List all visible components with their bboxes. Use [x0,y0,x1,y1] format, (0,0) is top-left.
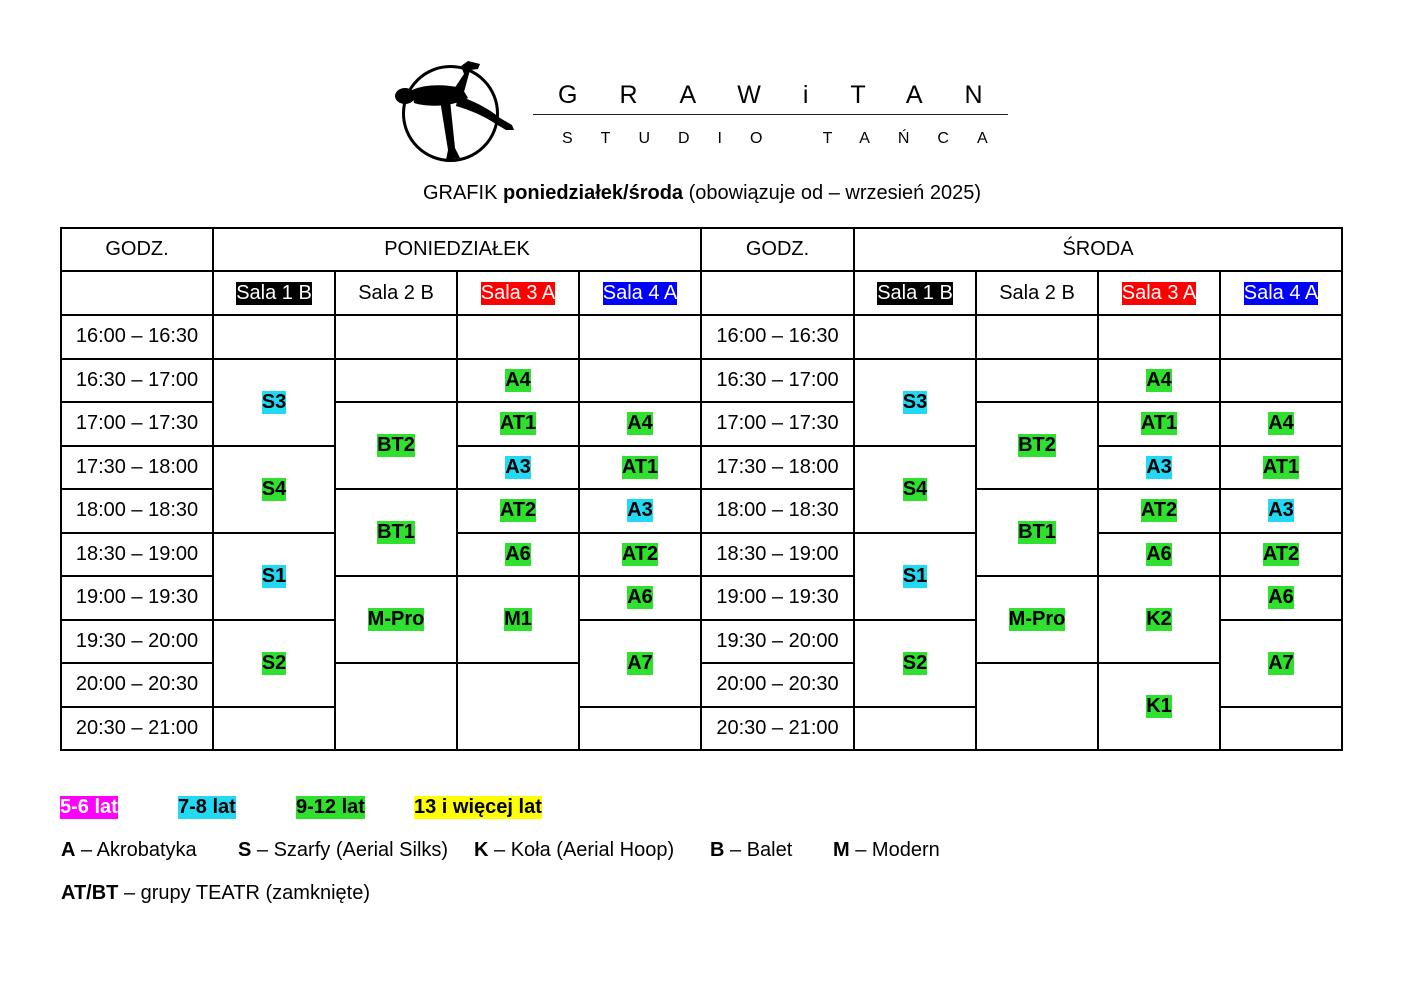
room-label: Sala 3 A [480,281,556,304]
class-label: BT1 [377,521,415,543]
class-label: A6 [1268,586,1294,609]
class-cell [458,403,578,445]
class-cell [458,534,578,576]
class-label: AT1 [1262,455,1300,478]
class-cell [214,447,334,532]
legend-desc: – Koła (Aerial Hoop) [494,839,675,861]
legend-desc: – Akrobatyka [81,839,197,861]
legend-key: K [474,839,489,861]
class-cell [1221,534,1341,576]
class-label: A3 [1268,499,1294,522]
class-label: M-Pro [367,608,425,630]
class-cell [855,447,975,532]
time-header: GODZ. [62,229,212,270]
class-label: A4 [505,368,531,391]
time-slot: 19:00 – 19:30 [62,577,212,619]
class-label: BT1 [1018,521,1056,543]
class-cell [1099,447,1219,489]
class-cell [977,577,1097,662]
legend-silks [238,838,448,862]
class-cell [580,403,700,445]
time-slot: 16:00 – 16:30 [702,316,853,358]
legend-key: M [833,839,850,861]
class-label: S4 [261,477,287,500]
time-slot: 18:00 – 18:30 [62,490,212,532]
class-cell [1099,490,1219,532]
empty-cell [1221,708,1341,750]
class-cell [1221,577,1341,619]
class-cell [1099,664,1219,749]
time-slot: 16:30 – 17:00 [702,360,853,402]
class-label: AT2 [621,542,659,565]
class-cell [1221,490,1341,532]
time-slot: 16:30 – 17:00 [62,360,212,402]
empty-cell [580,360,700,402]
class-label: A4 [1268,412,1294,435]
time-slot: 19:30 – 20:00 [62,621,212,663]
class-label: S2 [261,651,287,674]
brand-name: GRAWiTAN [558,81,1025,109]
class-label: A3 [1146,455,1172,478]
schedule-table [60,227,1343,751]
empty-cell [977,664,1097,749]
legend-desc: – Modern [855,839,940,861]
empty-cell [977,360,1097,402]
empty-cell [1221,316,1341,358]
class-label: S1 [902,564,928,587]
class-label: S3 [902,390,928,413]
class-cell [855,621,975,706]
empty-cell [855,708,975,750]
room-header [458,272,578,314]
empty-cell [855,316,975,358]
class-label: BT2 [377,434,415,456]
room-label: Sala 1 B [236,281,312,304]
class-label: A6 [505,542,531,565]
time-header: GODZ. [702,229,853,270]
legend-acrobatics [61,838,197,862]
time-header-blank [702,272,853,314]
empty-cell [458,664,578,749]
time-slot: 19:00 – 19:30 [702,577,853,619]
class-label: S1 [261,564,287,587]
class-label: S4 [902,477,928,500]
room-label: Sala 4 A [1243,281,1319,304]
class-label: A7 [1268,651,1294,674]
class-label: K2 [1146,608,1172,630]
empty-cell [336,664,456,749]
class-cell [855,360,975,445]
room-header [855,272,975,314]
room-header [214,272,334,314]
class-cell [977,403,1097,488]
class-label: A3 [627,499,653,522]
time-slot: 20:00 – 20:30 [62,664,212,706]
class-cell [336,403,456,488]
class-label: BT2 [1018,434,1056,456]
empty-cell [336,360,456,402]
class-cell [1221,403,1341,445]
time-slot: 17:30 – 18:00 [62,447,212,489]
class-label: S2 [902,651,928,674]
time-slot: 19:30 – 20:00 [702,621,853,663]
time-slot: 18:30 – 19:00 [702,534,853,576]
time-slot: 20:00 – 20:30 [702,664,853,706]
time-slot: 20:30 – 21:00 [62,708,212,750]
class-cell [458,577,578,662]
class-cell [580,534,700,576]
class-cell [580,447,700,489]
class-label: M1 [504,608,532,630]
room-header [1221,272,1341,314]
class-label: AT2 [499,499,537,522]
empty-cell [1099,316,1219,358]
room-label: Sala 4 A [602,281,678,304]
age-legend-5-6: 5-6 lat [60,796,118,818]
class-label: A3 [505,455,531,478]
class-label: A4 [627,412,653,435]
class-cell [458,447,578,489]
class-cell [214,360,334,445]
empty-cell [214,708,334,750]
legend-theatre-groups [61,881,370,905]
empty-cell [458,316,578,358]
class-cell [1099,360,1219,402]
empty-cell [580,316,700,358]
legend-ballet [710,838,792,862]
age-legend-13-plus: 13 i więcej lat [414,796,542,818]
class-cell [336,577,456,662]
age-legend-7-8: 7-8 lat [178,796,236,818]
class-cell [977,490,1097,575]
class-cell [580,490,700,532]
brand-divider [533,114,1008,115]
empty-cell [580,708,700,750]
time-slot: 20:30 – 21:00 [702,708,853,750]
class-label: AT1 [499,412,537,435]
class-label: AT1 [621,455,659,478]
time-header-blank [62,272,212,314]
class-cell [1099,403,1219,445]
brand-subtitle: STUDIO TAŃCA [562,130,1016,147]
time-slot: 17:00 – 17:30 [62,403,212,445]
class-label: AT1 [1140,412,1178,435]
class-cell [214,621,334,706]
legend-desc: – Szarfy (Aerial Silks) [256,839,449,861]
class-label: A6 [627,586,653,609]
room-label: Sala 2 B [999,281,1075,304]
title-prefix: GRAFIK [422,182,498,204]
empty-cell [977,316,1097,358]
legend-modern [833,838,940,862]
empty-cell [1221,360,1341,402]
class-label: S3 [261,390,287,413]
class-cell [1099,577,1219,662]
schedule-title [0,181,1404,205]
time-slot: 18:00 – 18:30 [702,490,853,532]
time-slot: 16:00 – 16:30 [62,316,212,358]
class-cell [458,360,578,402]
class-label: A4 [1146,368,1172,391]
room-header [580,272,700,314]
dancer-logo-icon [388,55,518,167]
class-label: K1 [1146,695,1172,717]
class-label: A7 [627,651,653,674]
title-validity: (obowiązuje od – wrzesień 2025) [688,182,982,204]
room-label: Sala 2 B [358,281,434,304]
legend-key: AT/BT [61,882,119,904]
class-label: AT2 [1262,542,1300,565]
class-label: AT2 [1140,499,1178,522]
legend-key: A [61,839,76,861]
day-header: PONIEDZIAŁEK [214,229,700,270]
time-slot: 17:30 – 18:00 [702,447,853,489]
empty-cell [336,316,456,358]
legend-key: B [710,839,725,861]
time-slot: 17:00 – 17:30 [702,403,853,445]
legend-desc: – Balet [730,839,793,861]
class-label: A6 [1146,542,1172,565]
age-legend-9-12: 9-12 lat [296,796,365,818]
room-label: Sala 1 B [877,281,953,304]
legend-key: S [238,839,252,861]
class-cell [580,577,700,619]
room-label: Sala 3 A [1121,281,1197,304]
class-cell [1221,621,1341,706]
empty-cell [214,316,334,358]
legend-desc: – grupy TEATR (zamknięte) [123,882,370,904]
time-slot: 18:30 – 19:00 [62,534,212,576]
class-cell [214,534,334,619]
room-header [336,272,456,314]
class-cell [336,490,456,575]
class-cell [458,490,578,532]
legend-hoop [474,838,674,862]
class-cell [1099,534,1219,576]
room-header [977,272,1097,314]
class-cell [580,621,700,706]
day-header: ŚRODA [855,229,1341,270]
title-days: poniedziałek/środa [502,182,684,204]
room-header [1099,272,1219,314]
class-cell [1221,447,1341,489]
class-label: M-Pro [1008,608,1066,630]
class-cell [855,534,975,619]
